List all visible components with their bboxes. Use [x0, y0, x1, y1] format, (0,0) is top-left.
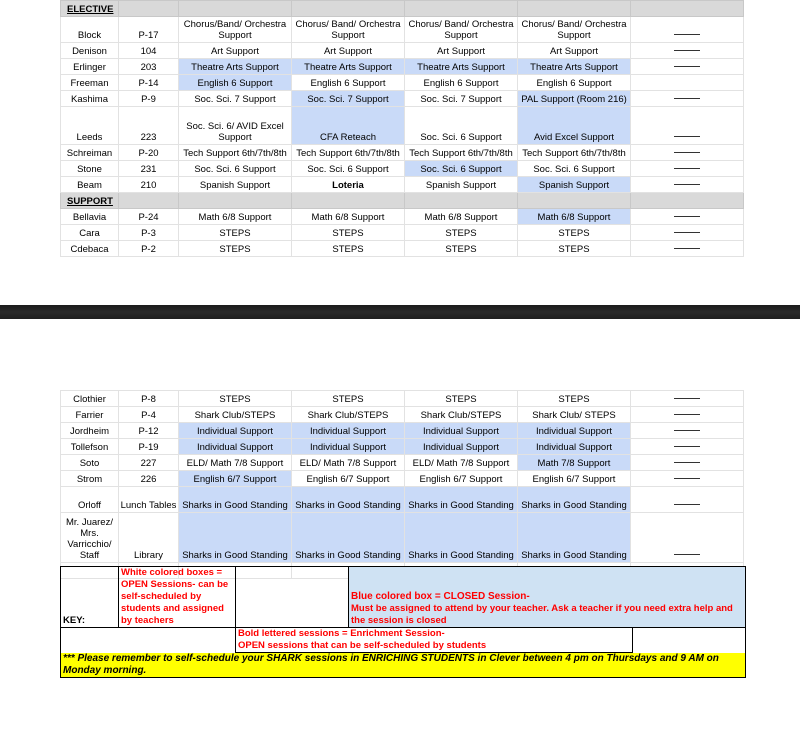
signature-cell[interactable] — [631, 75, 744, 91]
session-cell[interactable]: Shark Club/STEPS — [405, 407, 518, 423]
table-row — [61, 177, 744, 193]
table-row — [61, 439, 744, 455]
room-number: 203 — [119, 59, 179, 75]
session-cell[interactable]: English 6/7 Support — [179, 471, 292, 487]
teacher-name: Kashima — [61, 91, 119, 107]
room-number: P-2 — [119, 241, 179, 257]
room-number: P-3 — [119, 225, 179, 241]
signature-line[interactable] — [674, 429, 700, 431]
session-cell[interactable]: English 6 Support — [179, 75, 292, 91]
session-cell[interactable]: Sharks in Good Standing — [292, 513, 405, 563]
session-cell[interactable]: Art Support — [518, 43, 631, 59]
key-closed-box — [349, 567, 746, 628]
table-row — [61, 241, 744, 257]
session-cell[interactable]: Art Support — [405, 43, 518, 59]
signature-line[interactable] — [674, 33, 700, 35]
session-cell[interactable]: STEPS — [179, 225, 292, 241]
session-cell[interactable]: Sharks in Good Standing — [179, 487, 292, 513]
signature-line[interactable] — [674, 397, 700, 399]
session-cell[interactable]: Individual Support — [292, 439, 405, 455]
table-row — [61, 513, 744, 563]
session-cell[interactable]: ELD/ Math 7/8 Support — [292, 455, 405, 471]
session-cell[interactable]: Soc. Sci. 6 Support — [292, 161, 405, 177]
session-cell[interactable]: Individual Support — [179, 439, 292, 455]
key-blank-cell — [236, 567, 349, 628]
teacher-name: Farrier — [61, 407, 119, 423]
session-cell[interactable]: Theatre Arts Support — [518, 59, 631, 75]
room-number: 226 — [119, 471, 179, 487]
table-row — [61, 59, 744, 75]
section-header-cell — [518, 193, 631, 209]
signature-line[interactable] — [674, 477, 700, 479]
session-cell[interactable]: Chorus/ Band/ Orchestra Support — [292, 17, 405, 43]
signature-line[interactable] — [674, 151, 700, 153]
room-number: P-14 — [119, 75, 179, 91]
section-header-row — [61, 193, 744, 209]
teacher-name: Beam — [61, 177, 119, 193]
signature-cell[interactable] — [631, 145, 744, 161]
session-cell[interactable]: Sharks in Good Standing — [518, 513, 631, 563]
session-cell[interactable]: English 6 Support — [518, 75, 631, 91]
table-row — [61, 91, 744, 107]
room-number: P-24 — [119, 209, 179, 225]
signature-line[interactable] — [674, 167, 700, 169]
table-row — [61, 209, 744, 225]
session-cell[interactable]: Math 6/8 Support — [405, 209, 518, 225]
signature-line[interactable] — [674, 135, 700, 137]
session-cell[interactable]: English 6 Support — [292, 75, 405, 91]
key-open-description: White colored boxes = OPEN Sessions- can be self-scheduled by students and assigned by teachers — [119, 567, 236, 628]
table-row — [61, 107, 744, 145]
session-cell[interactable]: STEPS — [518, 225, 631, 241]
signature-cell[interactable] — [631, 225, 744, 241]
signature-cell[interactable] — [631, 487, 744, 513]
room-number: 231 — [119, 161, 179, 177]
teacher-name: Clothier — [61, 391, 119, 407]
teacher-name: Block — [61, 17, 119, 43]
session-cell[interactable]: STEPS — [518, 241, 631, 257]
teacher-name: Tollefson — [61, 439, 119, 455]
room-number: P-9 — [119, 91, 179, 107]
key-label: KEY: — [61, 567, 119, 628]
session-cell[interactable]: STEPS — [405, 241, 518, 257]
teacher-name: Cdebaca — [61, 241, 119, 257]
table-row — [61, 391, 744, 407]
table-row — [61, 17, 744, 43]
session-cell[interactable]: Chorus/Band/ Orchestra Support — [179, 17, 292, 43]
signature-line[interactable] — [674, 247, 700, 249]
teacher-name: Bellavia — [61, 209, 119, 225]
room-number: P-17 — [119, 17, 179, 43]
session-cell[interactable]: English 6/7 Support — [518, 471, 631, 487]
signature-cell[interactable] — [631, 209, 744, 225]
signature-cell[interactable] — [631, 17, 744, 43]
session-cell[interactable]: Individual Support — [405, 423, 518, 439]
room-number: P-20 — [119, 145, 179, 161]
room-number: P-12 — [119, 423, 179, 439]
signature-cell[interactable] — [631, 455, 744, 471]
teacher-name: Schreiman — [61, 145, 119, 161]
session-cell[interactable]: Chorus/ Band/ Orchestra Support — [405, 17, 518, 43]
signature-cell[interactable] — [631, 177, 744, 193]
session-cell[interactable]: Spanish Support — [518, 177, 631, 193]
teacher-name: Erlinger — [61, 59, 119, 75]
session-cell[interactable]: Tech Support 6th/7th/8th — [292, 145, 405, 161]
section-header-cell — [405, 193, 518, 209]
session-cell[interactable]: Individual Support — [518, 439, 631, 455]
signature-cell[interactable] — [631, 43, 744, 59]
session-cell[interactable]: Math 6/8 Support — [179, 209, 292, 225]
teacher-name: Jordheim — [61, 423, 119, 439]
signature-line[interactable] — [674, 97, 700, 99]
room-number: P-8 — [119, 391, 179, 407]
session-cell[interactable]: PAL Support (Room 216) — [518, 91, 631, 107]
top-schedule-table — [60, 0, 744, 257]
signature-cell[interactable] — [631, 391, 744, 407]
room-number: P-19 — [119, 439, 179, 455]
session-cell[interactable]: ELD/ Math 7/8 Support — [405, 455, 518, 471]
session-cell[interactable]: Soc. Sci. 6 Support — [179, 161, 292, 177]
session-cell[interactable]: Tech Support 6th/7th/8th — [518, 145, 631, 161]
legend-key — [60, 566, 745, 678]
section-header-row — [61, 1, 744, 17]
signature-line[interactable] — [674, 503, 700, 505]
signature-line[interactable] — [674, 445, 700, 447]
signature-cell[interactable] — [631, 439, 744, 455]
session-cell[interactable]: STEPS — [405, 391, 518, 407]
session-cell[interactable]: STEPS — [518, 391, 631, 407]
room-number: 210 — [119, 177, 179, 193]
signature-cell[interactable] — [631, 513, 744, 563]
session-cell[interactable]: Spanish Support — [179, 177, 292, 193]
session-cell[interactable]: STEPS — [292, 241, 405, 257]
teacher-name: Leeds — [61, 107, 119, 145]
session-cell[interactable]: STEPS — [179, 391, 292, 407]
teacher-name: Soto — [61, 455, 119, 471]
room-number: Lunch Tables — [119, 487, 179, 513]
key-bold-description: OPEN sessions that can be self-scheduled by students — [238, 640, 487, 651]
signature-line[interactable] — [674, 231, 700, 233]
signature-cell[interactable] — [631, 423, 744, 439]
section-header-cell — [518, 1, 631, 17]
key-bold-box — [236, 628, 633, 653]
room-number: Library — [119, 513, 179, 563]
key-bold-title: Bold lettered sessions = Enrichment Session- — [238, 628, 445, 639]
session-cell[interactable]: Avid Excel Support — [518, 107, 631, 145]
section-header-cell — [119, 193, 179, 209]
elective-support-sheet — [60, 0, 744, 257]
teacher-name: Cara — [61, 225, 119, 241]
session-cell[interactable]: Soc. Sci. 7 Support — [405, 91, 518, 107]
signature-cell[interactable] — [631, 407, 744, 423]
room-number: 227 — [119, 455, 179, 471]
table-row — [61, 455, 744, 471]
session-cell[interactable]: Sharks in Good Standing — [405, 487, 518, 513]
session-cell[interactable]: Spanish Support — [405, 177, 518, 193]
room-number: 223 — [119, 107, 179, 145]
table-row — [61, 423, 744, 439]
room-number: P-4 — [119, 407, 179, 423]
session-cell[interactable]: STEPS — [292, 225, 405, 241]
session-cell[interactable]: Theatre Arts Support — [292, 59, 405, 75]
session-cell[interactable]: Loteria — [292, 177, 405, 193]
session-cell[interactable]: STEPS — [405, 225, 518, 241]
room-number: 104 — [119, 43, 179, 59]
section-header-cell — [292, 193, 405, 209]
session-cell[interactable]: Soc. Sci. 6 Support — [518, 161, 631, 177]
table-row — [61, 75, 744, 91]
table-row — [61, 225, 744, 241]
session-cell[interactable]: Math 7/8 Support — [518, 455, 631, 471]
key-closed-description: Must be assigned to attend by your teacher. Ask a teacher if you need extra help and the session is closed — [351, 603, 733, 626]
session-cell[interactable]: STEPS — [179, 241, 292, 257]
teacher-name: Strom — [61, 471, 119, 487]
section-header-cell — [631, 193, 744, 209]
session-cell[interactable]: Math 6/8 Support — [518, 209, 631, 225]
signature-line[interactable] — [674, 461, 700, 463]
staff-sheet — [60, 390, 744, 579]
section-header-cell — [292, 1, 405, 17]
session-cell[interactable]: English 6/7 Support — [405, 471, 518, 487]
session-cell[interactable]: Soc. Sci. 6 Support — [405, 107, 518, 145]
session-cell[interactable]: Art Support — [179, 43, 292, 59]
session-cell[interactable]: ELD/ Math 7/8 Support — [179, 455, 292, 471]
session-cell[interactable]: Sharks in Good Standing — [292, 487, 405, 513]
session-cell[interactable]: Math 6/8 Support — [292, 209, 405, 225]
session-cell[interactable]: Shark Club/STEPS — [292, 407, 405, 423]
session-cell[interactable]: Chorus/ Band/ Orchestra Support — [518, 17, 631, 43]
session-cell[interactable]: Shark Club/ STEPS — [518, 407, 631, 423]
session-cell[interactable]: Individual Support — [292, 423, 405, 439]
bottom-schedule-table — [60, 390, 744, 579]
session-cell[interactable]: Soc. Sci. 7 Support — [179, 91, 292, 107]
session-cell[interactable]: Tech Support 6th/7th/8th — [405, 145, 518, 161]
signature-line[interactable] — [674, 183, 700, 185]
table-row — [61, 161, 744, 177]
session-cell[interactable]: Tech Support 6th/7th/8th — [179, 145, 292, 161]
session-cell[interactable]: CFA Reteach — [292, 107, 405, 145]
session-cell[interactable]: Individual Support — [405, 439, 518, 455]
session-cell[interactable]: English 6 Support — [405, 75, 518, 91]
teacher-name: Orloff — [61, 487, 119, 513]
signature-line[interactable] — [674, 49, 700, 51]
key-closed-title: Blue colored box = CLOSED Session- — [351, 591, 530, 602]
signature-line[interactable] — [674, 215, 700, 217]
section-label: ELECTIVE — [61, 1, 119, 17]
section-header-cell — [179, 1, 292, 17]
teacher-name: Mr. Juarez/ Mrs. Varricchio/ Staff — [61, 513, 119, 563]
session-cell[interactable]: Individual Support — [518, 423, 631, 439]
session-cell[interactable]: Art Support — [292, 43, 405, 59]
teacher-name: Denison — [61, 43, 119, 59]
section-label: SUPPORT — [61, 193, 119, 209]
table-row — [61, 145, 744, 161]
signature-cell[interactable] — [631, 241, 744, 257]
session-cell[interactable]: English 6/7 Support — [292, 471, 405, 487]
session-cell[interactable]: Soc. Sci. 6/ AVID Excel Support — [179, 107, 292, 145]
signature-cell[interactable] — [631, 107, 744, 145]
section-header-cell — [405, 1, 518, 17]
session-cell[interactable]: Soc. Sci. 7 Support — [292, 91, 405, 107]
section-header-cell — [631, 1, 744, 17]
session-cell[interactable]: Theatre Arts Support — [179, 59, 292, 75]
section-header-cell — [119, 1, 179, 17]
table-row — [61, 471, 744, 487]
session-cell[interactable]: Sharks in Good Standing — [179, 513, 292, 563]
table-row — [61, 407, 744, 423]
session-cell[interactable]: Theatre Arts Support — [405, 59, 518, 75]
session-cell[interactable]: STEPS — [292, 391, 405, 407]
page-break-divider — [0, 305, 800, 319]
teacher-name: Stone — [61, 161, 119, 177]
signature-line[interactable] — [674, 65, 700, 67]
signature-cell[interactable] — [631, 471, 744, 487]
section-header-cell — [179, 193, 292, 209]
session-cell[interactable]: Soc. Sci. 6 Support — [405, 161, 518, 177]
signature-cell[interactable] — [631, 161, 744, 177]
teacher-name: Freeman — [61, 75, 119, 91]
session-cell[interactable]: Individual Support — [179, 423, 292, 439]
session-cell[interactable]: Sharks in Good Standing — [518, 487, 631, 513]
signature-line[interactable] — [674, 413, 700, 415]
signature-line[interactable] — [674, 553, 700, 555]
signature-cell[interactable] — [631, 91, 744, 107]
table-row — [61, 487, 744, 513]
signature-cell[interactable] — [631, 59, 744, 75]
session-cell[interactable]: Sharks in Good Standing — [405, 513, 518, 563]
schedule-reminder-note: *** Please remember to self-schedule your SHARK sessions in ENRICHING STUDENTS in Clever between 4 pm on Thursdays and 9 AM on Monday morning. — [61, 653, 746, 678]
table-row — [61, 43, 744, 59]
session-cell[interactable]: Shark Club/STEPS — [179, 407, 292, 423]
